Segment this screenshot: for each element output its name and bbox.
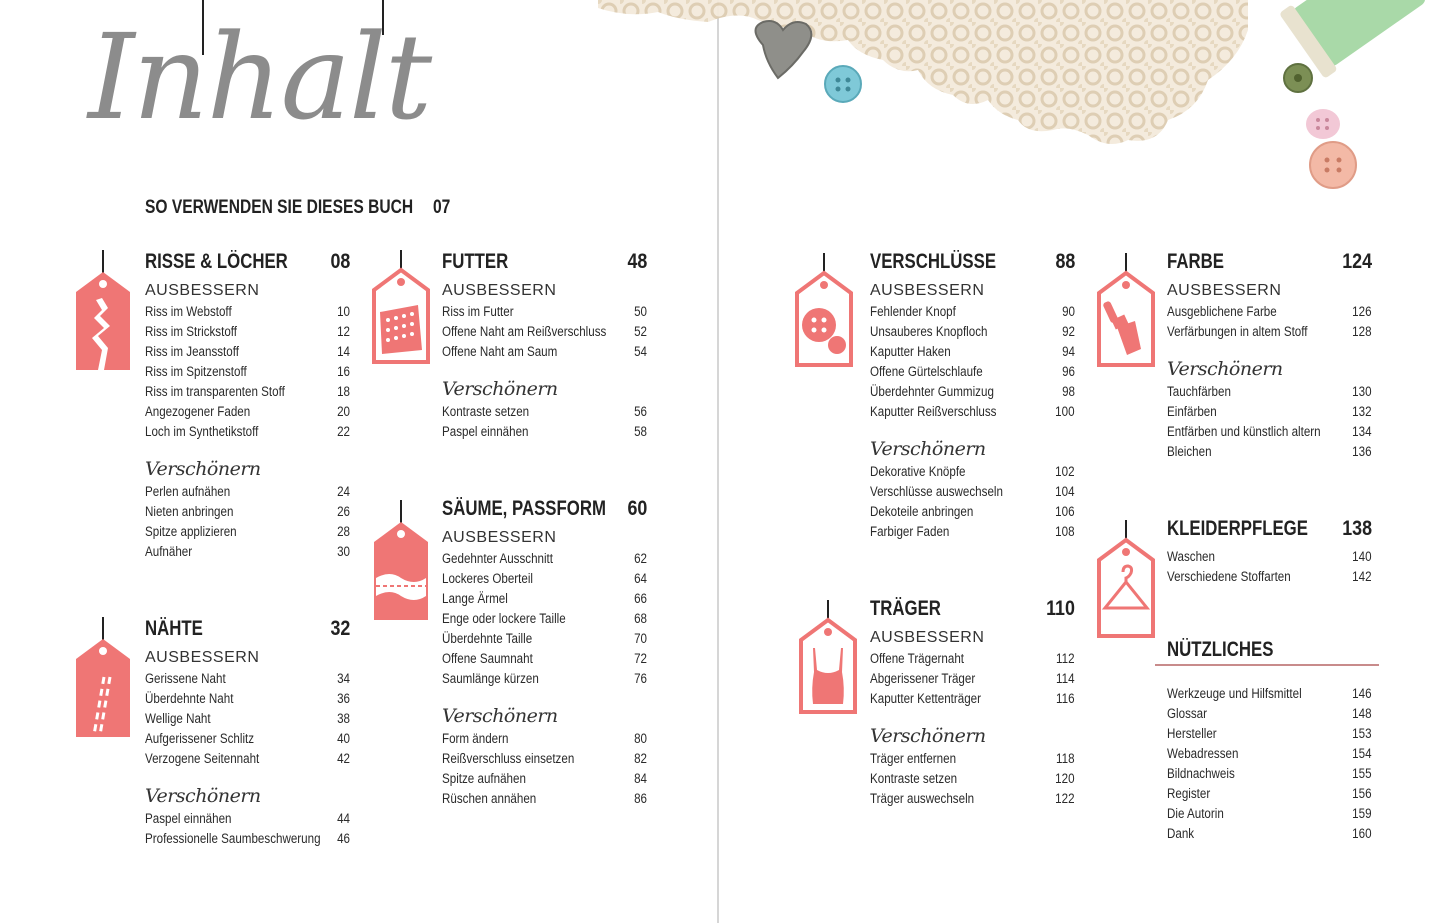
toc-entry-label: Aufnäher <box>145 544 193 559</box>
toc-entry-label: Saumlänge kürzen <box>442 671 539 686</box>
toc-entry <box>870 689 1075 709</box>
toc-entry-page: 42 <box>337 751 350 766</box>
toc-entry-page: 82 <box>634 751 647 766</box>
toc-entry-list <box>1167 684 1372 844</box>
toc-entry-label: Loch im Synthetikstoff <box>145 424 259 439</box>
section-risse <box>145 250 350 562</box>
toc-entry-label: Hersteller <box>1167 726 1217 741</box>
toc-entry <box>870 522 1075 542</box>
toc-entry-list <box>870 462 1075 542</box>
toc-entry-page: 128 <box>1352 324 1372 339</box>
toc-entry-list <box>442 549 647 689</box>
toc-entry-label: Spitze applizieren <box>145 524 237 539</box>
toc-entry-label: Offene Gürtelschlaufe <box>870 364 983 379</box>
toc-entry-label: Tauchfärben <box>1167 384 1231 399</box>
toc-entry-page: 118 <box>1056 751 1075 766</box>
toc-entry-page: 148 <box>1352 706 1372 721</box>
subheading-verschoenern: Verschönern <box>442 705 558 727</box>
toc-entry-label: Träger auswechseln <box>870 791 975 806</box>
toc-entry <box>442 649 647 669</box>
toc-entry-list <box>1167 547 1372 587</box>
subheading-ausbessern: AUSBESSERN <box>145 649 260 666</box>
toc-entry-label: Kaputter Haken <box>870 344 951 359</box>
toc-entry-label: Webadressen <box>1167 746 1239 761</box>
toc-entry-label: Enge oder lockere Taille <box>442 611 566 626</box>
toc-entry <box>145 709 350 729</box>
toc-entry <box>870 402 1075 422</box>
toc-entry-page: 90 <box>1062 304 1075 319</box>
toc-entry-label: Werkzeuge und Hilfsmittel <box>1167 686 1302 701</box>
toc-entry-label: Dekoteile anbringen <box>870 504 974 519</box>
toc-entry-page: 56 <box>634 404 647 419</box>
toc-entry-page: 50 <box>634 304 647 319</box>
toc-entry-page: 160 <box>1352 826 1372 841</box>
toc-entry <box>145 422 350 442</box>
toc-entry <box>442 342 647 362</box>
toc-entry-list <box>1167 382 1372 462</box>
toc-entry-label: Riss im Futter <box>442 304 514 319</box>
section-page: 32 <box>330 617 350 640</box>
toc-entry-page: 112 <box>1056 651 1075 666</box>
toc-entry <box>145 542 350 562</box>
toc-entry-page: 114 <box>1056 671 1075 686</box>
toc-entry <box>870 769 1075 789</box>
subheading-verschoenern: Verschönern <box>1167 358 1283 380</box>
toc-entry <box>1167 684 1372 704</box>
toc-entry <box>1167 402 1372 422</box>
toc-entry-page: 130 <box>1352 384 1372 399</box>
toc-entry-label: Abgerissener Träger <box>870 671 976 686</box>
toc-entry-page: 20 <box>337 404 350 419</box>
toc-entry-page: 146 <box>1352 686 1372 701</box>
intro-label: SO VERWENDEN SIE DIESES BUCH <box>145 197 414 218</box>
toc-entry-page: 36 <box>337 691 350 706</box>
toc-entry-label: Riss im Strickstoff <box>145 324 238 339</box>
section-page: 110 <box>1046 597 1075 620</box>
toc-entry-page: 102 <box>1055 464 1075 479</box>
toc-entry-list <box>145 669 350 769</box>
toc-entry-label: Professionelle Saumbeschwerung <box>145 831 321 846</box>
toc-entry-page: 64 <box>634 571 647 586</box>
toc-entry <box>145 522 350 542</box>
toc-entry-page: 72 <box>634 651 647 666</box>
toc-entry-page: 54 <box>634 344 647 359</box>
toc-entry <box>145 342 350 362</box>
section-traeger <box>870 597 1075 809</box>
toc-entry-page: 44 <box>337 811 350 826</box>
nuetzliches-divider <box>1155 664 1379 666</box>
toc-entry <box>145 729 350 749</box>
toc-entry-label: Kaputter Reißverschluss <box>870 404 997 419</box>
toc-entry <box>442 749 647 769</box>
toc-entry-label: Offene Trägernaht <box>870 651 965 666</box>
toc-entry-page: 14 <box>337 344 350 359</box>
toc-entry-page: 66 <box>634 591 647 606</box>
tag-strap-icon <box>797 600 859 718</box>
toc-entry-label: Riss im transparenten Stoff <box>145 384 285 399</box>
toc-entry <box>870 322 1075 342</box>
toc-entry <box>1167 302 1372 322</box>
toc-entry <box>145 749 350 769</box>
toc-entry <box>1167 784 1372 804</box>
toc-entry-label: Lockeres Oberteil <box>442 571 533 586</box>
toc-entry <box>442 609 647 629</box>
section-title: VERSCHLÜSSE <box>870 250 997 273</box>
toc-entry-page: 154 <box>1352 746 1372 761</box>
toc-entry-page: 58 <box>634 424 647 439</box>
toc-entry-page: 16 <box>337 364 350 379</box>
subheading-ausbessern: AUSBESSERN <box>442 282 557 299</box>
subheading-verschoenern: Verschönern <box>442 378 558 400</box>
toc-entry-label: Verschlüsse auswechseln <box>870 484 1003 499</box>
toc-entry-page: 120 <box>1055 771 1075 786</box>
toc-entry <box>145 322 350 342</box>
toc-entry <box>870 482 1075 502</box>
section-saeume <box>442 497 647 809</box>
toc-entry-label: Kontraste setzen <box>870 771 958 786</box>
toc-entry <box>442 302 647 322</box>
toc-entry-page: 94 <box>1062 344 1075 359</box>
toc-entry <box>145 502 350 522</box>
toc-entry-page: 34 <box>337 671 350 686</box>
toc-entry <box>1167 764 1372 784</box>
toc-entry <box>870 342 1075 362</box>
toc-entry-page: 108 <box>1055 524 1075 539</box>
subheading-ausbessern: AUSBESSERN <box>145 282 260 299</box>
toc-entry-page: 159 <box>1352 806 1372 821</box>
toc-entry <box>1167 322 1372 342</box>
toc-entry <box>145 689 350 709</box>
toc-entry-page: 122 <box>1055 791 1075 806</box>
toc-entry <box>1167 382 1372 402</box>
toc-entry-label: Verschiedene Stoffarten <box>1167 569 1291 584</box>
toc-entry-label: Wellige Naht <box>145 711 211 726</box>
toc-entry <box>870 669 1075 689</box>
toc-entry <box>145 362 350 382</box>
toc-entry <box>870 382 1075 402</box>
section-title: SÄUME, PASSFORM <box>442 497 606 520</box>
toc-entry-page: 12 <box>337 324 350 339</box>
toc-entry-label: Aufgerissener Schlitz <box>145 731 255 746</box>
toc-entry <box>442 669 647 689</box>
toc-entry <box>1167 567 1372 587</box>
tag-brush-icon <box>1095 253 1157 371</box>
toc-entry-page: 116 <box>1056 691 1075 706</box>
toc-entry-page: 28 <box>337 524 350 539</box>
toc-entry <box>442 789 647 809</box>
toc-entry <box>145 669 350 689</box>
toc-entry-label: Entfärben und künstlich altern <box>1167 424 1321 439</box>
toc-entry <box>442 769 647 789</box>
toc-entry-label: Bleichen <box>1167 444 1212 459</box>
toc-entry-list <box>870 749 1075 809</box>
section-title: KLEIDERPFLEGE <box>1167 517 1308 540</box>
toc-entry-label: Spitze aufnähen <box>442 771 526 786</box>
toc-entry-label: Die Autorin <box>1167 806 1224 821</box>
toc-entry-label: Kaputter Kettenträger <box>870 691 982 706</box>
section-nuetzliches <box>1167 638 1372 844</box>
toc-entry-label: Verfärbungen in altem Stoff <box>1167 324 1308 339</box>
toc-entry-label: Verzogene Seitennaht <box>145 751 260 766</box>
toc-entry-list <box>442 729 647 809</box>
toc-entry-page: 40 <box>337 731 350 746</box>
section-title: FUTTER <box>442 250 509 273</box>
toc-entry-label: Paspel einnähen <box>442 424 529 439</box>
subheading-verschoenern: Verschönern <box>145 785 261 807</box>
title-area <box>80 0 440 170</box>
toc-entry <box>1167 547 1372 567</box>
section-farbe <box>1167 250 1372 462</box>
section-futter <box>442 250 647 442</box>
toc-entry <box>870 502 1075 522</box>
subheading-ausbessern: AUSBESSERN <box>1167 282 1282 299</box>
toc-entry <box>145 829 350 849</box>
toc-entry-label: Träger entfernen <box>870 751 957 766</box>
toc-entry-list <box>870 649 1075 709</box>
toc-entry-label: Paspel einnähen <box>145 811 232 826</box>
toc-entry-page: 70 <box>634 631 647 646</box>
toc-entry-page: 134 <box>1352 424 1372 439</box>
section-title: TRÄGER <box>870 597 941 620</box>
toc-entry <box>145 302 350 322</box>
toc-entry-label: Waschen <box>1167 549 1215 564</box>
section-title: RISSE & LÖCHER <box>145 250 288 273</box>
toc-entry-page: 106 <box>1055 504 1075 519</box>
toc-entry-page: 100 <box>1055 404 1075 419</box>
toc-entry <box>1167 804 1372 824</box>
tag-seam-icon <box>72 617 134 745</box>
toc-entry-page: 22 <box>337 424 350 439</box>
toc-entry-label: Überdehnter Gummizug <box>870 384 994 399</box>
toc-entry <box>442 322 647 342</box>
toc-entry-label: Glossar <box>1167 706 1208 721</box>
section-page: 124 <box>1342 250 1372 273</box>
toc-entry-page: 142 <box>1352 569 1372 584</box>
subheading-verschoenern: Verschönern <box>870 725 986 747</box>
toc-entry-label: Dekorative Knöpfe <box>870 464 966 479</box>
toc-entry-page: 156 <box>1352 786 1372 801</box>
toc-entry-label: Gerissene Naht <box>145 671 226 686</box>
toc-entry-page: 153 <box>1352 726 1372 741</box>
toc-entry-label: Unsauberes Knopfloch <box>870 324 988 339</box>
toc-entry <box>870 362 1075 382</box>
toc-entry-label: Einfärben <box>1167 404 1217 419</box>
toc-entry-page: 140 <box>1352 549 1372 564</box>
toc-entry <box>442 589 647 609</box>
page-title: Inhalt <box>88 8 431 146</box>
toc-entry <box>870 789 1075 809</box>
lace-decoration <box>598 0 1433 190</box>
subheading-ausbessern: AUSBESSERN <box>870 282 985 299</box>
subheading-verschoenern: Verschönern <box>870 438 986 460</box>
toc-entry-label: Riss im Jeansstoff <box>145 344 239 359</box>
tag-lining-icon <box>370 250 432 368</box>
tag-hem-icon <box>370 500 432 628</box>
toc-entry <box>442 729 647 749</box>
tag-rip-icon <box>72 250 134 378</box>
section-page: 138 <box>1342 517 1372 540</box>
toc-entry <box>870 749 1075 769</box>
toc-entry <box>870 462 1075 482</box>
toc-entry <box>442 422 647 442</box>
toc-entry <box>145 809 350 829</box>
toc-entry-list <box>870 302 1075 422</box>
toc-entry-label: Dank <box>1167 826 1195 841</box>
toc-entry-page: 136 <box>1352 444 1372 459</box>
toc-entry <box>442 629 647 649</box>
toc-entry <box>1167 724 1372 744</box>
toc-entry <box>442 549 647 569</box>
toc-entry-label: Offene Naht am Saum <box>442 344 558 359</box>
toc-entry-label: Angezogener Faden <box>145 404 251 419</box>
section-verschluesse <box>870 250 1075 542</box>
toc-entry-page: 10 <box>337 304 350 319</box>
toc-entry-list <box>145 482 350 562</box>
toc-entry-page: 26 <box>337 504 350 519</box>
toc-entry-list <box>145 302 350 442</box>
toc-entry-label: Reißverschluss einsetzen <box>442 751 575 766</box>
toc-entry-page: 68 <box>634 611 647 626</box>
toc-entry-label: Gedehnter Ausschnitt <box>442 551 554 566</box>
toc-entry <box>145 382 350 402</box>
toc-entry <box>145 402 350 422</box>
section-page: 08 <box>330 250 350 273</box>
toc-entry-label: Überdehnte Taille <box>442 631 533 646</box>
toc-entry <box>145 482 350 502</box>
toc-entry-page: 98 <box>1062 384 1075 399</box>
toc-entry-page: 155 <box>1352 766 1372 781</box>
section-title: NÄHTE <box>145 617 203 640</box>
toc-entry <box>870 302 1075 322</box>
toc-entry-label: Kontraste setzen <box>442 404 530 419</box>
toc-entry-page: 62 <box>634 551 647 566</box>
toc-entry-label: Überdehnte Naht <box>145 691 234 706</box>
toc-entry-page: 52 <box>634 324 647 339</box>
toc-entry-label: Perlen aufnähen <box>145 484 231 499</box>
section-title: NÜTZLICHES <box>1167 638 1274 661</box>
toc-entry-page: 86 <box>634 791 647 806</box>
subheading-ausbessern: AUSBESSERN <box>870 629 985 646</box>
section-kleiderpflege <box>1167 517 1372 587</box>
toc-entry <box>1167 704 1372 724</box>
toc-entry-list <box>1167 302 1372 342</box>
toc-entry-list <box>442 402 647 442</box>
toc-entry-label: Nieten anbringen <box>145 504 234 519</box>
toc-entry-label: Register <box>1167 786 1211 801</box>
toc-entry-label: Riss im Spitzenstoff <box>145 364 247 379</box>
toc-entry-page: 92 <box>1062 324 1075 339</box>
toc-entry-page: 84 <box>634 771 647 786</box>
toc-entry-page: 18 <box>337 384 350 399</box>
toc-entry-label: Lange Ärmel <box>442 591 508 606</box>
toc-entry-page: 104 <box>1055 484 1075 499</box>
intro-page: 07 <box>433 197 451 218</box>
toc-entry-label: Offene Naht am Reißverschluss <box>442 324 607 339</box>
toc-entry-label: Offene Saumnaht <box>442 651 533 666</box>
subheading-verschoenern: Verschönern <box>145 458 261 480</box>
toc-entry-list <box>442 302 647 362</box>
toc-entry <box>1167 422 1372 442</box>
toc-entry-page: 132 <box>1352 404 1372 419</box>
toc-entry-page: 126 <box>1352 304 1372 319</box>
toc-entry-label: Ausgeblichene Farbe <box>1167 304 1277 319</box>
toc-entry-page: 46 <box>337 831 350 846</box>
toc-entry-label: Riss im Webstoff <box>145 304 232 319</box>
toc-entry <box>870 649 1075 669</box>
tag-hanger-icon <box>1095 520 1157 642</box>
toc-entry-list <box>145 809 350 849</box>
section-naehte <box>145 617 350 849</box>
toc-entry-page: 30 <box>337 544 350 559</box>
subheading-ausbessern: AUSBESSERN <box>442 529 557 546</box>
section-page: 60 <box>627 497 647 520</box>
section-page: 88 <box>1055 250 1075 273</box>
toc-entry <box>1167 744 1372 764</box>
toc-entry-page: 80 <box>634 731 647 746</box>
toc-entry-page: 38 <box>337 711 350 726</box>
tag-button-icon <box>793 253 855 371</box>
toc-entry-label: Farbiger Faden <box>870 524 950 539</box>
toc-entry-label: Bildnachweis <box>1167 766 1235 781</box>
toc-entry-label: Fehlender Knopf <box>870 304 956 319</box>
toc-entry-label: Rüschen annähen <box>442 791 537 806</box>
toc-entry-page: 76 <box>634 671 647 686</box>
toc-entry <box>1167 442 1372 462</box>
toc-entry <box>442 402 647 422</box>
toc-entry <box>1167 824 1372 844</box>
toc-entry-page: 24 <box>337 484 350 499</box>
section-page: 48 <box>627 250 647 273</box>
section-title: FARBE <box>1167 250 1224 273</box>
toc-entry-page: 96 <box>1062 364 1075 379</box>
toc-entry-label: Form ändern <box>442 731 509 746</box>
toc-entry <box>442 569 647 589</box>
